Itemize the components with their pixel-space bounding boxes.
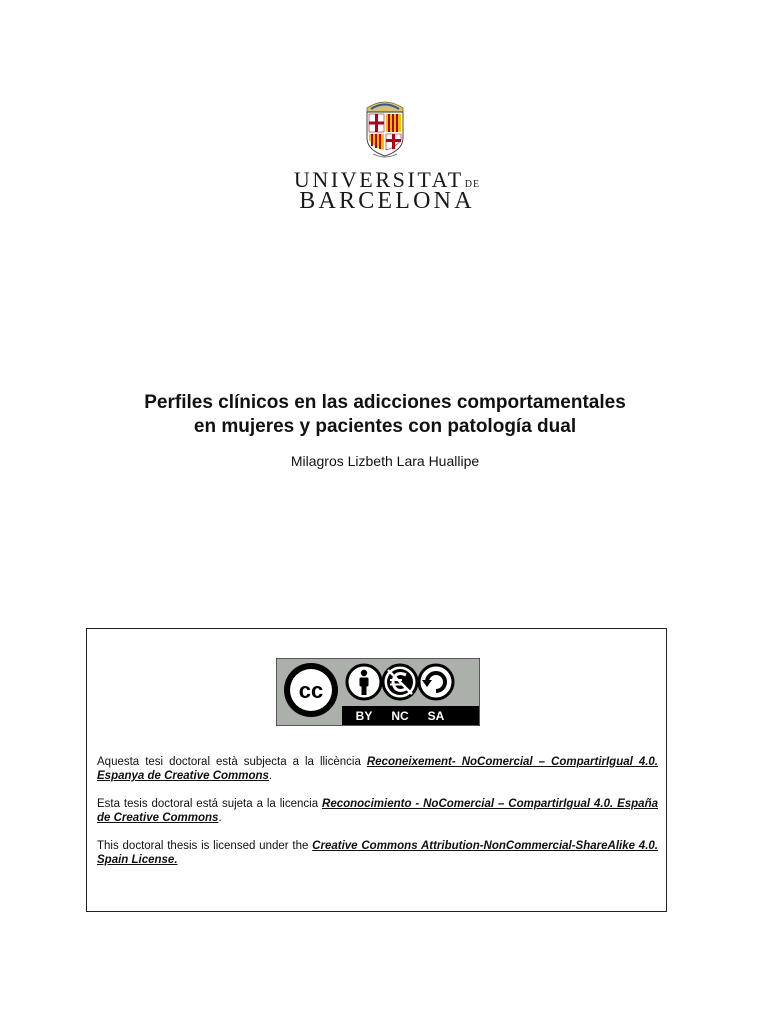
- license-en-prefix: This doctoral thesis is licensed under the: [97, 840, 313, 852]
- cc-logo-text: cc: [298, 678, 324, 703]
- university-crest-logo: [361, 94, 409, 160]
- license-link-spanish[interactable]: Reconocimiento - NoComercial – CompartirIgual 4.0. España de Creative Commons: [97, 798, 658, 824]
- license-link-english[interactable]: Creative Commons Attribution-NonCommercial-ShareAlike 4.0. Spain License.: [97, 840, 658, 866]
- license-text-spanish: [97, 797, 658, 825]
- university-name-de: DE: [464, 179, 481, 190]
- sa-icon: [419, 665, 453, 699]
- license-ca-suffix: .: [268, 770, 273, 782]
- thesis-title-line2: en mujeres y pacientes con patología dual: [193, 416, 577, 437]
- by-icon: [347, 665, 381, 699]
- license-text-catalan: [97, 755, 658, 783]
- thesis-author: Milagros Lizbeth Lara Huallipe: [290, 453, 480, 469]
- license-ca-prefix: Aquesta tesi doctoral està subjecta a la llicència: [97, 756, 367, 768]
- by-label: BY: [355, 709, 373, 723]
- license-box: [86, 628, 667, 912]
- university-name-word: UNIVERSITAT: [293, 167, 464, 192]
- nc-icon: [383, 665, 417, 699]
- license-link-catalan[interactable]: Reconeixement- NoComercial – CompartirIgual 4.0. Espanya de Creative Commons: [97, 756, 659, 782]
- license-es-suffix: .: [218, 812, 222, 824]
- license-es-prefix: Esta tesis doctoral está sujeta a la licencia: [97, 798, 323, 810]
- nc-label: NC: [391, 709, 409, 723]
- thesis-title: [0, 391, 770, 439]
- cc-by-nc-sa-badge: [276, 658, 480, 726]
- license-text-english: [97, 839, 658, 867]
- sa-label: SA: [427, 709, 445, 723]
- university-name-line2: BARCELONA: [299, 188, 475, 214]
- thesis-title-line1: Perfiles clínicos en las adicciones comportamentales: [144, 392, 626, 413]
